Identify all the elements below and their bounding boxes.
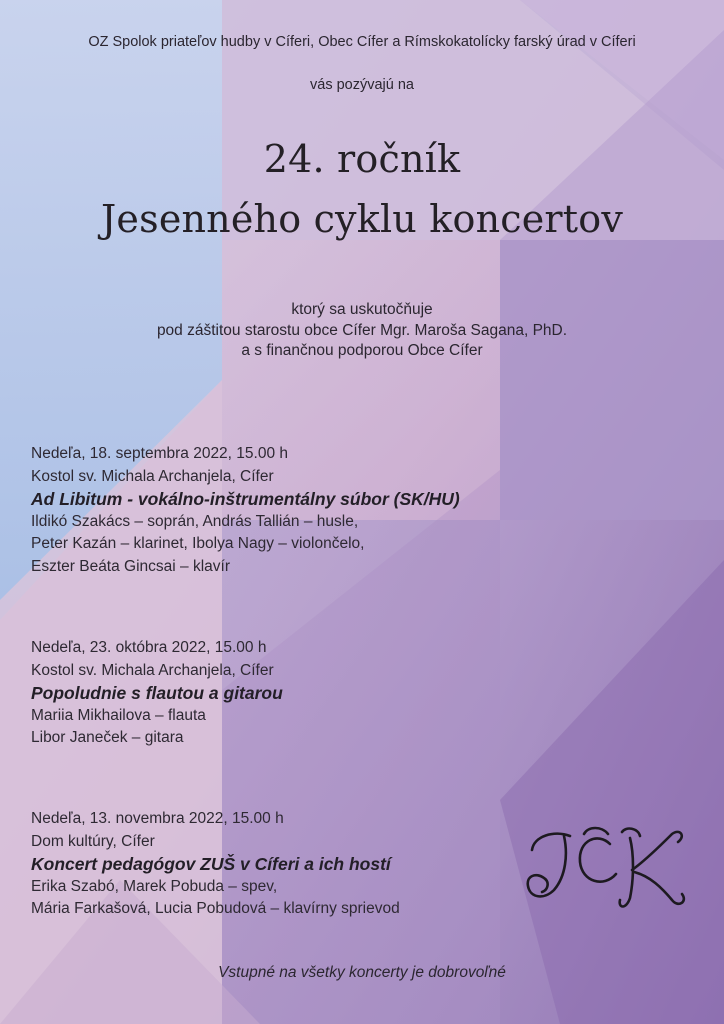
patronage-line: ktorý sa uskutočňuje [291,301,433,318]
invite-line: vás pozývajú na [310,77,414,93]
concert-performers: Peter Kazán – klarinet, Ibolya Nagy – violončelo, [31,535,365,552]
concert-performers: Ildikó Szakács – soprán, András Tallián – husle, [31,512,359,530]
patronage-line: pod záštitou starostu obce Cífer Mgr. Maroša Sagana, PhD. [156,321,568,339]
concert-venue: Dom kultúry, Cífer [31,832,155,850]
concert-name: Ad Libitum - vokálno-inštrumentálny súbor (SK/HU) [31,489,460,509]
concert-venue: Kostol sv. Michala Archanjela, Cífer [31,467,274,485]
concert-name: Koncert pedagógov ZUŠ v Cíferi a ich hostí [31,854,391,874]
concert-date: Nedeľa, 18. septembra 2022, 15.00 h [31,445,289,462]
concert-date: Nedeľa, 13. novembra 2022, 15.00 h [31,810,284,827]
concert-1 [31,443,531,578]
organizers-line: OZ Spolok priateľov hudby v Cíferi, Obec Cífer a Rímskokatolícky farský úrad v Cíferi [88,34,636,50]
admission-note: Vstupné na všetky koncerty je dobrovoľné [218,964,506,981]
concert-name: Popoludnie s flautou a gitarou [31,683,283,703]
patronage-block [0,300,724,362]
concert-performers: Libor Janeček – gitara [31,729,184,746]
concert-performers: Erika Szabó, Marek Pobuda – spev, [31,877,278,895]
concert-3 [31,808,531,921]
concert-date: Nedeľa, 23. októbra 2022, 15.00 h [31,639,267,656]
concert-performers: Mariia Mikhailova – flauta [31,706,206,724]
patronage-line: a s finančnou podporou Obce Cífer [241,342,483,359]
concert-performers: Mária Farkašová, Lucia Pobudová – klavírny sprievod [31,900,400,917]
concert-2 [31,637,531,750]
jck-monogram-logo [522,820,692,916]
poster-title-line2: Jesenného cyklu koncertov [101,197,623,241]
concert-venue: Kostol sv. Michala Archanjela, Cífer [31,661,274,679]
concert-performers: Eszter Beáta Gincsai – klavír [31,557,230,575]
poster-title-line1: 24. ročník [263,137,461,181]
